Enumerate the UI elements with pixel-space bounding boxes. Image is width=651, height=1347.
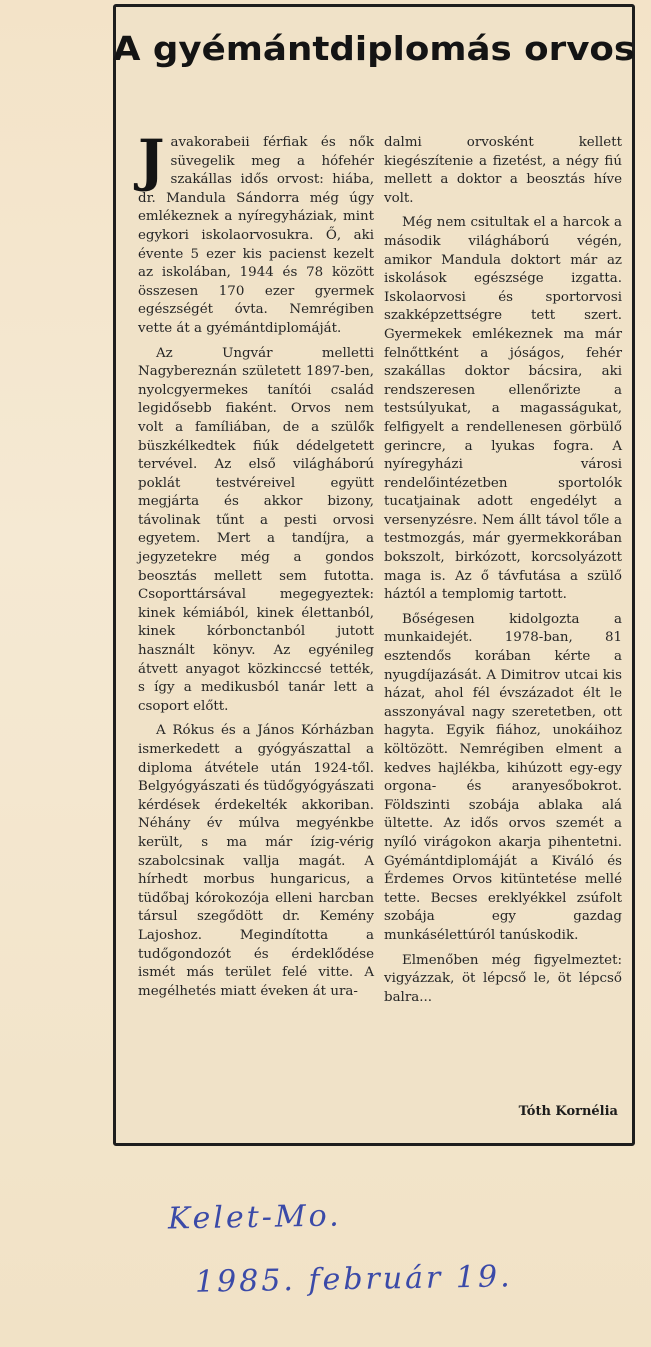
article-left-column <box>138 128 374 1007</box>
author-byline: Tóth Kornélia <box>518 1104 618 1119</box>
article-headline: A gyémántdiplomás orvos <box>112 29 636 68</box>
paragraph-text: avakorabeii férfiak és nők süvegelik meg a hófehér szakállas idős orvost: hiába, dr. Mandula Sándorra még úgy emlékeznek a nyíregyháziak, mint egykori iskolaorvosukra. Ő, aki évente 5 ezer kis pacienst kezelt az iskolában, 1944 és 78 között összesen 170 ezer gyermek egészségét óvta. Nemrégiben vette át a gyémántdiplomáját. <box>138 135 374 336</box>
article-right-column <box>384 134 622 1013</box>
paragraph: dalmi orvosként kellett kiegészítenie a fizetést, a négy fiú mellett a doktor a beosztás híve volt. <box>384 135 622 206</box>
handwritten-date: 1985. február 19. <box>194 1259 513 1300</box>
handwritten-source: Kelet-Mo. <box>167 1198 342 1237</box>
paragraph: Az Ungvár melletti Nagybereznán született 1897-ben, nyolcgyermekes tanítói család legidősebb fiaként. Orvos nem volt a famíliában, de a szülők büszkélkedtek fiúk dédelgetett tervével. Az első világháború poklát testvéreivel együtt megjárta és akkor bizony, távolinak tűnt a pesti orvosi egyetem. Mert a tandíjra, a jegyzetekre még a gondos beosztás mellett sem futotta. Csoporttársával megegyeztek: kinek kémiából, kinek élettanból, kinek kórbonctanból jutott használt könyv. Az egyénileg átvett anyagot közkinccsé tették, s így a medikusból tanár lett a csoport előtt. <box>138 345 374 714</box>
paragraph: Még nem csitultak el a harcok a második világháború végén, amikor Mandula doktort már az iskolások egészsége izgatta. Iskolaorvosi és sportorvosi szakképzettségre tett szert. Gyermekek emlékeznek ma már felnőttként a jóságos, fehér szakállas doktor bácsira, aki rendszeresen ellenőrizte a testsúlyukat, a magasságukat, felfigyelt a rendellenesen görbülő gerincre, a lyukas fogra. A nyíregyházi városi rendelőintézetben sportolók tucatjainak adott engedélyt a versenyzésre. Nem állt távol tőle a testmozgás, már gyermekkorában bokszolt, birkózott, korcsolyázott maga is. Az ő távfutása a szülő háztól a templomig tartott. <box>384 215 622 603</box>
paragraph: Bőségesen kidolgozta a munkaidejét. 1978-ban, 81 esztendős korában kérte a nyugdíjazását. A Dimitrov utcai kis házat, ahol fél évszázadot élt le asszonyával nagy szeretetben, ott hagyta. Egyik fiához, unokáihoz költözött. Nemrégiben elment a kedves hajlékba, kihúzott egy-egy orgona- és aranyesőbokrot. Földszinti szobája ablaka alá ültette. Az idős orvos szemét a nyíló virágokon akarja pihentetni. Gyémántdiplomáját a Kiváló és Érdemes Orvos kitüntetése mellé tette. Becses ereklyékkel zsúfolt szobája egy gazdag munkásélettúról tanúskodik. <box>384 611 622 943</box>
paragraph: Elmenőben még figyelmeztet: vigyázzak, öt lépcső le, öt lépcső balra... <box>384 952 622 1005</box>
drop-cap: J <box>138 128 165 194</box>
paragraph <box>138 128 374 339</box>
paragraph: A Rókus és a János Kórházban ismerkedett a gyógyászattal a diploma átvétele után 1924-től. Belgyógyászati és tüdőgyógyászati kérdések érdekelték akkoriban. Néhány év múlva megyénkbe került, s ma már ízig-vérig szabolcsinak vallja magát. A hírhedt morbus hungaricus, a tüdőbaj kórokozója elleni harcban társul szegődött dr. Kemény Lajoshoz. Megindította a tudőgondozót és érdeklődése ismét más terület felé vitte. A megélhetés miatt éveken át ura- <box>138 723 374 999</box>
newspaper-clipping <box>113 4 635 1146</box>
